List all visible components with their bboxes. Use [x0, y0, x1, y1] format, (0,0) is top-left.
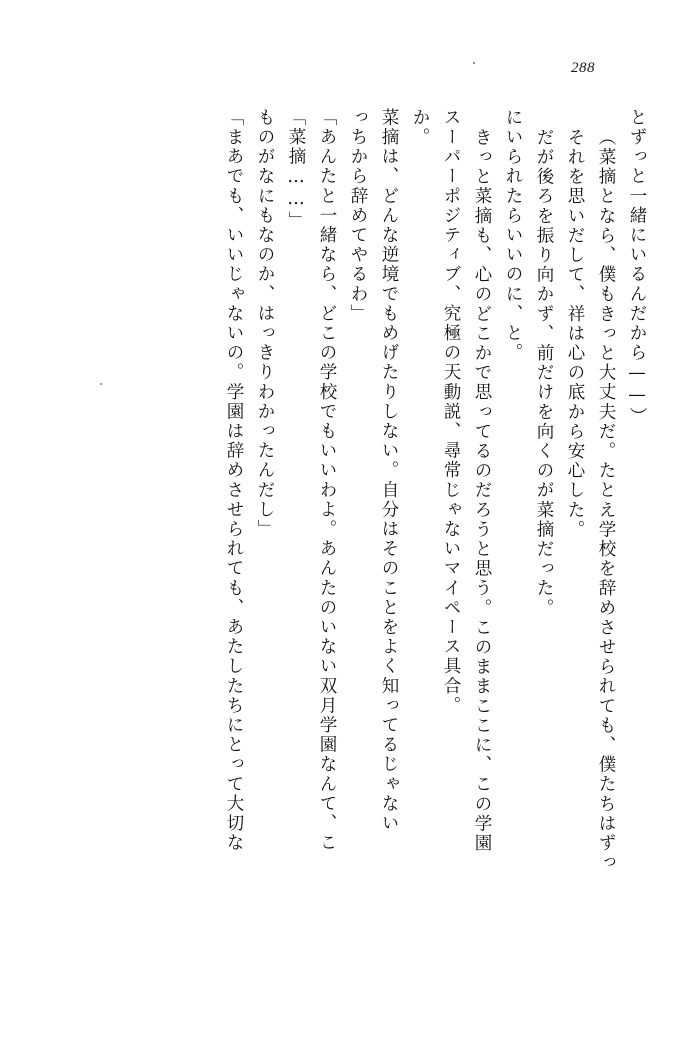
text-column: 菜摘は、どんな逆境でもめげたりしない。自分はそのことをよく知ってるじゃない	[379, 108, 399, 834]
text-column: か。	[410, 108, 430, 148]
text-column: スーパーポジティブ、究極の天動説、尋常じゃないマイペース具合。	[441, 108, 461, 716]
text-column: っちから辞めてやるわ」	[348, 108, 368, 324]
paper-speck	[100, 383, 102, 385]
text-column: （菜摘となら、僕もきっと大丈夫だ。たとえ学校を辞めさせられても、僕たちはずっ	[596, 128, 616, 873]
page-number: 288	[571, 60, 595, 76]
text-column: 「菜摘……」	[286, 108, 306, 231]
text-column: にいられたらいいのに、と。	[503, 108, 523, 363]
text-column: 「あんたと一緒なら、どこの学校でもいいわよ。あんたのいない双月学園なんて、こ	[317, 108, 337, 853]
text-column: だが後ろを振り向かず、前だけを向くのが菜摘だった。	[534, 128, 554, 618]
body-text	[211, 108, 645, 968]
text-column: ものがなにもなのか、はっきりわかったんだし」	[255, 108, 275, 540]
text-column: とずっと一緒にいるんだから——）	[627, 108, 647, 427]
text-column: 「まあでも、いいじゃないの。学園は辞めさせられても、あたしたちにとって大切な	[224, 108, 244, 853]
text-column: きっと菜摘も、心のどこかで思ってるのだろうと思う。このままここに、この学園	[472, 128, 492, 854]
text-column: それを思いだして、祥は心の底から安心した。	[565, 128, 585, 540]
paper-speck	[473, 62, 475, 64]
